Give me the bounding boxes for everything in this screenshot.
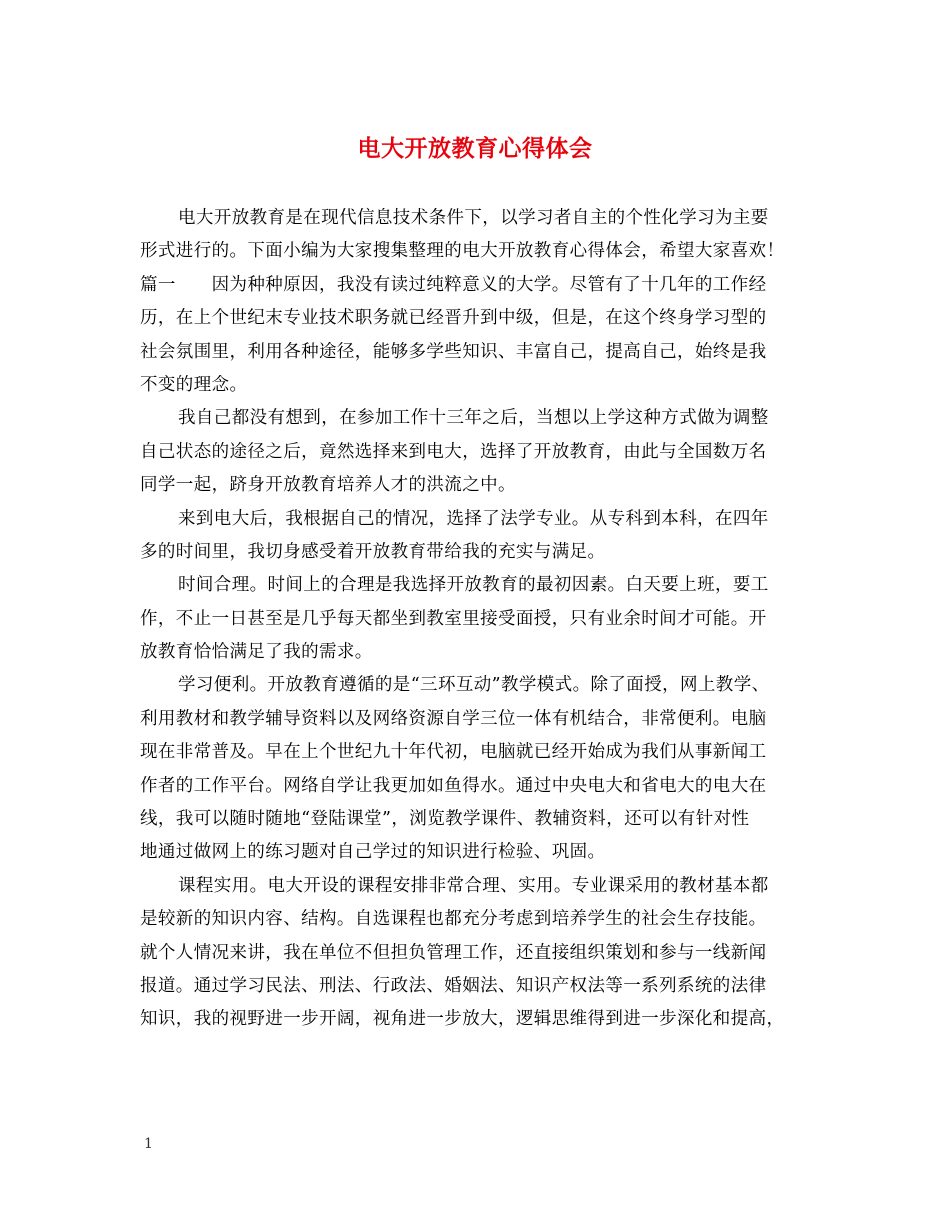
text-line: 自己状态的途径之后，竟然选择来到电大，选择了开放教育，由此与全国数万名 (140, 441, 767, 462)
text-line: 放教育恰恰满足了我的需求。 (140, 642, 373, 663)
text-line: 是较新的知识内容、结构。自选课程也都充分考虑到培养学生的社会生存技能。 (140, 909, 767, 930)
text-line: 社会氛围里，利用各种途径，能够多学些知识、丰富自己，提高自己，始终是我 (140, 341, 767, 362)
text-line: 线，我可以随时随地“登陆课堂”，浏览教学课件、教辅资料，还可以有针对性 (140, 809, 750, 830)
text-line: 形式进行的。下面小编为大家搜集整理的电大开放教育心得体会，希望大家喜欢！ (140, 241, 785, 262)
text-line: 历，在上个世纪末专业技术职务就已经晋升到中级，但是，在这个终身学习型的 (140, 308, 767, 329)
text-line: 知识，我的视野进一步开阔，视角进一步放大，逻辑思维得到进一步深化和提高， (140, 1009, 785, 1030)
text-line: 作，不止一日甚至是几乎每天都坐到教室里接受面授，只有业余时间才可能。开 (140, 608, 767, 629)
document-title: 电大开放教育心得体会 (357, 135, 593, 162)
text-line: 作者的工作平台。网络自学让我更加如鱼得水。通过中央电大和省电大的电大在 (140, 775, 767, 796)
text-line: 报道。通过学习民法、刑法、行政法、婚姻法、知识产权法等一系列系统的法律 (140, 975, 767, 996)
text-line: 现在非常普及。早在上个世纪九十年代初，电脑就已经开始成为我们从事新闻工 (140, 742, 767, 763)
page-number: 1 (144, 1136, 153, 1152)
text-line: 多的时间里，我切身感受着开放教育带给我的充实与满足。 (140, 541, 606, 562)
text-line: 同学一起，跻身开放教育培养人才的洪流之中。 (140, 475, 516, 496)
text-line: 时间合理。时间上的合理是我选择开放教育的最初因素。白天要上班，要工 (178, 575, 769, 596)
text-line: 不变的理念。 (140, 374, 248, 395)
text-line: 篇一 因为种种原因，我没有读过纯粹意义的大学。尽管有了十几年的工作经 (140, 274, 767, 295)
text-line: 来到电大后，我根据自己的情况，选择了法学专业。从专科到本科，在四年 (178, 508, 769, 529)
text-line: 就个人情况来讲，我在单位不但担负管理工作，还直接组织策划和参与一线新闻 (140, 942, 767, 963)
text-line: 电大开放教育是在现代信息技术条件下，以学习者自主的个性化学习为主要 (178, 208, 769, 228)
document-body (140, 202, 816, 1037)
text-line: 地通过做网上的练习题对自己学过的知识进行检验、巩固。 (140, 842, 606, 863)
text-line: 我自己都没有想到，在参加工作十三年之后，当想以上学这种方式做为调整 (178, 408, 769, 429)
text-line: 利用教材和教学辅导资料以及网络资源自学三位一体有机结合，非常便利。电脑 (140, 708, 767, 729)
text-line: 课程实用。电大开设的课程安排非常合理、实用。专业课采用的教材基本都 (178, 875, 769, 896)
text-line: 学习便利。开放教育遵循的是“三环互动”教学模式。除了面授，网上教学、 (178, 675, 770, 696)
